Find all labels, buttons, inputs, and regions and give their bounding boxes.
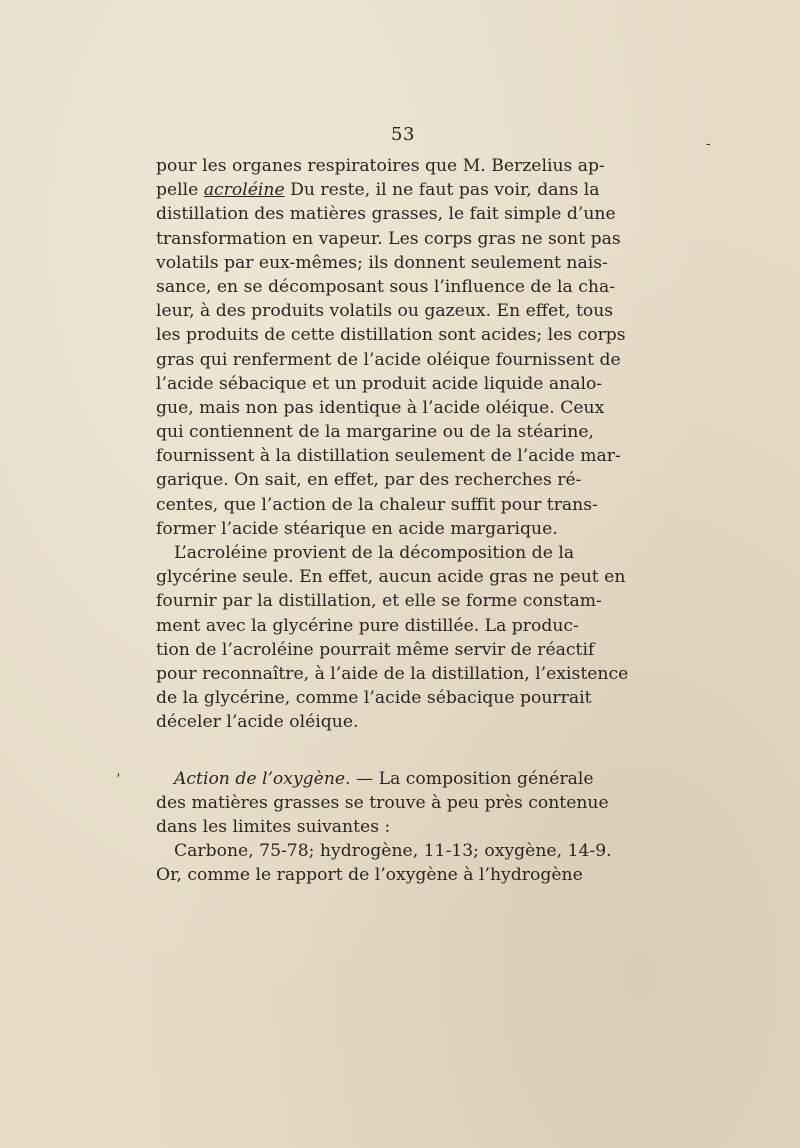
text-line: garique. On sait, en effet, par des recherches ré- xyxy=(156,470,582,491)
text-line: Carbone, 75-78; hydrogène, 11-13; oxygène, 14-9. xyxy=(174,841,612,862)
text-line: former l’acide stéarique en acide margarique. xyxy=(156,518,558,539)
text-line: fournir par la distillation, et elle se forme constam- xyxy=(156,591,602,612)
section-gap xyxy=(156,735,572,767)
text-line: de la glycérine, comme l’acide sébacique pourrait xyxy=(156,688,592,709)
text-fragment: — La composition générale xyxy=(350,768,594,789)
body-text xyxy=(156,154,629,887)
text-line: gras qui renferment de l’acide oléique fournissent de xyxy=(156,349,621,370)
text-line: Or, comme le rapport de l’oxygène à l’hydrogène xyxy=(156,865,583,886)
text-line: pour les organes respiratoires que M. Berzelius ap- xyxy=(156,156,605,176)
text-line xyxy=(156,178,600,202)
text-line: L’acroléine provient de la décomposition de la xyxy=(174,543,575,563)
text-line: fournissent à la distillation seulement de l’acide mar- xyxy=(156,446,621,467)
text-line: transformation en vapeur. Les corps gras ne sont pas xyxy=(156,228,621,249)
text-line: pour reconnaître, à l’aide de la distillation, l’existence xyxy=(156,663,629,684)
text-line: ment avec la glycérine pure distillée. La produc- xyxy=(156,615,579,636)
text-line: glycérine seule. En effet, aucun acide gras ne peut en xyxy=(156,567,626,588)
margin-mark-top-right: - xyxy=(706,136,711,152)
text-line xyxy=(156,767,594,791)
text-fragment: Du reste, il ne faut pas voir, dans la xyxy=(284,180,600,201)
term-acroleine: acroléine xyxy=(203,180,285,201)
text-line: dans les limites suivantes : xyxy=(156,816,391,837)
text-line: qui contiennent de la margarine ou de la stéarine, xyxy=(156,422,594,443)
section-heading: Action de l’oxygène. xyxy=(174,768,351,789)
text-line: distillation des matières grasses, le fait simple d’une xyxy=(156,204,616,225)
text-line: leur, à des produits volatils ou gazeux. En effet, tous xyxy=(156,301,614,322)
page-number: 53 xyxy=(391,124,415,145)
paragraph-berzelius xyxy=(156,154,626,541)
text-line: les produits de cette distillation sont acides; les corps xyxy=(156,325,626,346)
text-line: volatils par eux-mêmes; ils donnent seulement nais- xyxy=(156,252,608,273)
paragraph-oxygen-action xyxy=(156,767,609,840)
text-line: tion de l’acroléine pourrait même servir de réactif xyxy=(156,639,595,660)
text-line: sance, en se décomposant sous l’influence de la cha- xyxy=(156,276,616,297)
text-fragment: pelle xyxy=(156,180,204,201)
text-line: centes, que l’action de la chaleur suffit pour trans- xyxy=(156,494,598,515)
margin-mark-left: ’ xyxy=(116,772,121,788)
text-line: déceler l’acide oléique. xyxy=(156,712,359,733)
paragraph-acroleine-origin xyxy=(156,541,629,735)
text-line: des matières grasses se trouve à peu près contenue xyxy=(156,792,609,813)
text-line: l’acide sébacique et un produit acide liquide analo- xyxy=(156,373,603,394)
text-line: gue, mais non pas identique à l’acide oléique. Ceux xyxy=(156,397,605,418)
paragraph-composition xyxy=(156,839,612,887)
